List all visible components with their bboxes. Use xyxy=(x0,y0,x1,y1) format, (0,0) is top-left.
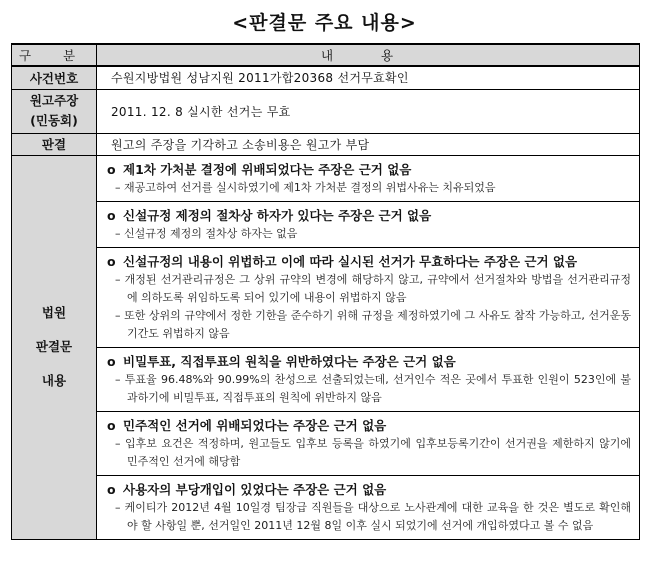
plaintiff-claim-row xyxy=(12,89,640,133)
ruling-section-detail: – 개정된 선거관리규정은 그 상위 규약의 변경에 해당하지 않고, 규약에서 선거절차와 방법을 선거관리규정에 의하도록 위임하도록 되어 있기에 내용이 위법하지 않음 xyxy=(115,272,631,304)
bullet-marker: o xyxy=(107,481,116,497)
header-row xyxy=(12,44,640,66)
ruling-section xyxy=(97,475,639,539)
court-ruling-label-line1: 법원 xyxy=(41,305,67,320)
ruling-section-heading-text: 신설규정의 내용이 위법하고 이에 따라 실시된 선거가 무효하다는 주장은 근거 없음 xyxy=(123,253,578,269)
ruling-section-detail: – 재공고하여 선거를 실시하였기에 제1차 가처분 결정의 위법사유는 치유되었음 xyxy=(115,180,496,194)
plaintiff-claim-label xyxy=(12,89,97,133)
ruling-section-detail: – 신설규정 제정의 절차상 하자는 없음 xyxy=(115,226,298,240)
ruling-section-heading xyxy=(107,353,631,371)
bullet-marker: o xyxy=(107,161,116,177)
plaintiff-claim-value: 2011. 12. 8 실시한 선거는 무효 xyxy=(97,89,640,133)
header-category: 구 분 xyxy=(12,44,97,66)
judgment-value: 원고의 주장을 기각하고 소송비용은 원고가 부담 xyxy=(97,133,640,155)
ruling-section-detail: – 입후보 요건은 적정하며, 원고들도 입후보 등록을 하였기에 입후보등록기간이 선거권을 제한하지 않기에 민주적인 선거에 해당함 xyxy=(115,436,631,468)
ruling-section-heading-text: 신설규정 제정의 절차상 하자가 있다는 주장은 근거 없음 xyxy=(123,207,432,223)
court-ruling-label-line2: 판결문 xyxy=(35,339,73,354)
ruling-section-heading-text: 사용자의 부당개입이 있었다는 주장은 근거 없음 xyxy=(123,481,387,497)
ruling-section xyxy=(97,247,639,347)
document-title: <판결문 주요 내용> xyxy=(232,12,417,34)
ruling-section-detail: – 케이티가 2012년 4월 10일경 팀장급 직원들을 대상으로 노사관계에 대한 교육을 한 것은 별도로 확인해야 할 사항일 뿐, 선거일인 2011년 12월 8일 이후 실시 되었기에 선거에 개입하였다고 볼 수 없음 xyxy=(115,500,631,532)
judgment-label: 판결 xyxy=(12,133,97,155)
ruling-section xyxy=(97,347,639,411)
ruling-section-heading xyxy=(107,253,631,271)
ruling-section-heading xyxy=(107,481,631,499)
case-number-row xyxy=(12,66,640,89)
ruling-section xyxy=(97,156,639,202)
ruling-section-heading-text: 제1차 가처분 결정에 위배되었다는 주장은 근거 없음 xyxy=(123,161,412,177)
ruling-section-heading-text: 민주적인 선거에 위배되었다는 주장은 근거 없음 xyxy=(123,417,387,433)
bullet-marker: o xyxy=(107,417,116,433)
judgment-row xyxy=(12,133,640,155)
plaintiff-claim-label-line1: 원고주장 xyxy=(29,93,79,108)
bullet-marker: o xyxy=(107,207,116,223)
court-ruling-label-line3: 내용 xyxy=(41,373,67,388)
court-ruling-row xyxy=(12,155,640,539)
court-ruling-content xyxy=(97,155,640,539)
bullet-marker: o xyxy=(107,353,116,369)
bullet-marker: o xyxy=(107,253,116,269)
ruling-section-heading xyxy=(107,207,631,225)
court-ruling-label xyxy=(12,155,97,539)
ruling-section xyxy=(97,411,639,475)
case-number-value: 수원지방법원 성남지원 2011가합20368 선거무효확인 xyxy=(97,66,640,89)
ruling-section-heading xyxy=(107,161,631,179)
ruling-section-heading-text: 비밀투표, 직접투표의 원칙을 위반하였다는 주장은 근거 없음 xyxy=(123,353,456,369)
plaintiff-claim-label-line2: (민동회) xyxy=(30,113,78,128)
summary-table xyxy=(11,43,640,540)
ruling-section-detail: – 또한 상위의 규약에서 정한 기한을 준수하기 위해 규정을 제정하였기에 그 사유도 참작 가능하고, 선거운동 기간도 위법하지 않음 xyxy=(115,308,631,340)
ruling-section-heading xyxy=(107,417,631,435)
ruling-section xyxy=(97,201,639,247)
case-number-label: 사건번호 xyxy=(12,66,97,89)
ruling-sections xyxy=(97,156,639,539)
header-content: 내 용 xyxy=(97,44,640,66)
ruling-section-detail: – 투표율 96.48%와 90.99%의 찬성으로 선출되었는데, 선거인수 적은 곳에서 투표한 인원이 523인에 불과하기에 비밀투표, 직접투표의 원칙에 위반하지 않음 xyxy=(115,372,631,404)
